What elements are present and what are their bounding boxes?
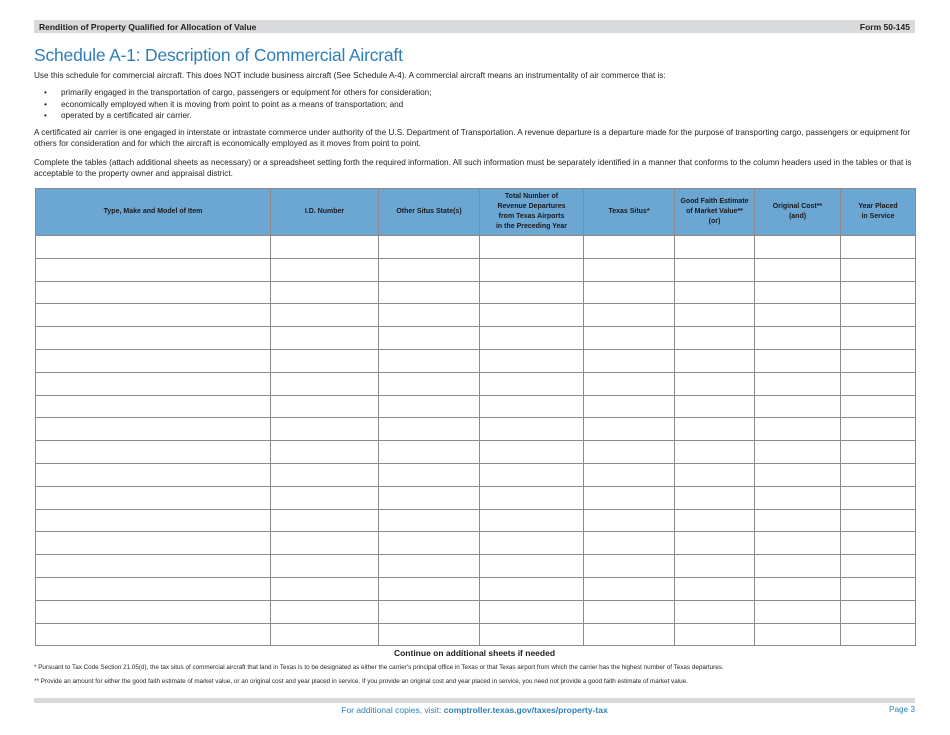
col-header-type-make-model: Type, Make and Model of Item bbox=[36, 189, 271, 236]
table-row bbox=[36, 418, 916, 441]
cell-revenue-departures[interactable] bbox=[480, 349, 584, 372]
table-row bbox=[36, 486, 916, 509]
cell-revenue-departures[interactable] bbox=[480, 281, 584, 304]
cell-year-placed[interactable] bbox=[841, 532, 916, 555]
footer-prefix: For additional copies, visit: bbox=[341, 705, 444, 715]
cell-market-value[interactable] bbox=[675, 418, 755, 441]
cell-original-cost[interactable] bbox=[755, 304, 841, 327]
cell-original-cost[interactable] bbox=[755, 509, 841, 532]
cell-market-value[interactable] bbox=[675, 395, 755, 418]
cell-type-make-model[interactable] bbox=[36, 555, 271, 578]
cell-id-number[interactable] bbox=[271, 486, 379, 509]
cell-original-cost[interactable] bbox=[755, 577, 841, 600]
cell-revenue-departures[interactable] bbox=[480, 555, 584, 578]
cell-texas-situs[interactable] bbox=[584, 509, 675, 532]
col-header-revenue-departures: Total Number of Revenue Departures from Texas Airports in the Preceding Year bbox=[480, 189, 584, 236]
table-row bbox=[36, 623, 916, 646]
col-header-year-placed: Year Placed in Service bbox=[841, 189, 916, 236]
cell-market-value[interactable] bbox=[675, 486, 755, 509]
cell-id-number[interactable] bbox=[271, 372, 379, 395]
cell-market-value[interactable] bbox=[675, 327, 755, 350]
table-row bbox=[36, 600, 916, 623]
cell-original-cost[interactable] bbox=[755, 463, 841, 486]
col-header-id-number: I.D. Number bbox=[271, 189, 379, 236]
cell-texas-situs[interactable] bbox=[584, 281, 675, 304]
cell-texas-situs[interactable] bbox=[584, 327, 675, 350]
cell-texas-situs[interactable] bbox=[584, 236, 675, 259]
cell-original-cost[interactable] bbox=[755, 418, 841, 441]
form-number: Form 50-145 bbox=[859, 21, 910, 32]
cell-id-number[interactable] bbox=[271, 441, 379, 464]
cell-year-placed[interactable] bbox=[841, 441, 916, 464]
table-row bbox=[36, 463, 916, 486]
cell-id-number[interactable] bbox=[271, 327, 379, 350]
cell-market-value[interactable] bbox=[675, 304, 755, 327]
cell-other-situs-states[interactable] bbox=[379, 281, 480, 304]
cell-other-situs-states[interactable] bbox=[379, 349, 480, 372]
cell-market-value[interactable] bbox=[675, 372, 755, 395]
cell-texas-situs[interactable] bbox=[584, 258, 675, 281]
bullet-icon: • bbox=[44, 99, 47, 109]
cell-year-placed[interactable] bbox=[841, 258, 916, 281]
cell-id-number[interactable] bbox=[271, 395, 379, 418]
cell-year-placed[interactable] bbox=[841, 372, 916, 395]
cell-other-situs-states[interactable] bbox=[379, 577, 480, 600]
table-row bbox=[36, 555, 916, 578]
bullet-icon: • bbox=[44, 111, 47, 120]
cell-other-situs-states[interactable] bbox=[379, 555, 480, 578]
table-row bbox=[36, 349, 916, 372]
cell-original-cost[interactable] bbox=[755, 441, 841, 464]
cell-market-value[interactable] bbox=[675, 236, 755, 259]
col-header-texas-situs: Texas Situs* bbox=[584, 189, 675, 236]
table-row bbox=[36, 509, 916, 532]
cell-year-placed[interactable] bbox=[841, 600, 916, 623]
table-row bbox=[36, 441, 916, 464]
list-item: • primarily engaged in the transportation of cargo, passengers or equipment for others for consideration; bbox=[44, 88, 432, 97]
cell-id-number[interactable] bbox=[271, 623, 379, 646]
cell-texas-situs[interactable] bbox=[584, 463, 675, 486]
cell-year-placed[interactable] bbox=[841, 577, 916, 600]
cell-id-number[interactable] bbox=[271, 463, 379, 486]
cell-texas-situs[interactable] bbox=[584, 349, 675, 372]
bullet-icon: • bbox=[44, 88, 47, 97]
cell-other-situs-states[interactable] bbox=[379, 463, 480, 486]
footer-copies-note bbox=[34, 705, 915, 715]
cell-texas-situs[interactable] bbox=[584, 600, 675, 623]
cell-year-placed[interactable] bbox=[841, 327, 916, 350]
cell-other-situs-states[interactable] bbox=[379, 236, 480, 259]
cell-id-number[interactable] bbox=[271, 418, 379, 441]
cell-year-placed[interactable] bbox=[841, 395, 916, 418]
cell-market-value[interactable] bbox=[675, 532, 755, 555]
cell-revenue-departures[interactable] bbox=[480, 509, 584, 532]
cell-year-placed[interactable] bbox=[841, 281, 916, 304]
cell-revenue-departures[interactable] bbox=[480, 463, 584, 486]
cell-texas-situs[interactable] bbox=[584, 486, 675, 509]
form-header-bar bbox=[34, 20, 915, 33]
cell-type-make-model[interactable] bbox=[36, 486, 271, 509]
list-item: • operated by a certificated air carrier. bbox=[44, 111, 192, 120]
cell-other-situs-states[interactable] bbox=[379, 372, 480, 395]
cell-revenue-departures[interactable] bbox=[480, 327, 584, 350]
table-header-row bbox=[36, 189, 916, 236]
cell-other-situs-states[interactable] bbox=[379, 327, 480, 350]
cell-type-make-model[interactable] bbox=[36, 509, 271, 532]
cell-market-value[interactable] bbox=[675, 577, 755, 600]
table-row bbox=[36, 532, 916, 555]
cell-other-situs-states[interactable] bbox=[379, 441, 480, 464]
table-row bbox=[36, 327, 916, 350]
cell-original-cost[interactable] bbox=[755, 281, 841, 304]
list-item: • economically employed when it is moving from point to point as a means of transportation; and bbox=[44, 99, 404, 109]
cell-market-value[interactable] bbox=[675, 600, 755, 623]
cell-type-make-model[interactable] bbox=[36, 372, 271, 395]
cell-original-cost[interactable] bbox=[755, 258, 841, 281]
cell-year-placed[interactable] bbox=[841, 349, 916, 372]
cell-market-value[interactable] bbox=[675, 509, 755, 532]
table-row bbox=[36, 304, 916, 327]
table-row bbox=[36, 236, 916, 259]
cell-type-make-model[interactable] bbox=[36, 327, 271, 350]
cell-other-situs-states[interactable] bbox=[379, 418, 480, 441]
cell-year-placed[interactable] bbox=[841, 555, 916, 578]
cell-market-value[interactable] bbox=[675, 258, 755, 281]
cell-type-make-model[interactable] bbox=[36, 258, 271, 281]
table-row bbox=[36, 395, 916, 418]
cell-original-cost[interactable] bbox=[755, 349, 841, 372]
cell-market-value[interactable] bbox=[675, 463, 755, 486]
cell-other-situs-states[interactable] bbox=[379, 304, 480, 327]
cell-original-cost[interactable] bbox=[755, 486, 841, 509]
table-row bbox=[36, 258, 916, 281]
cell-original-cost[interactable] bbox=[755, 532, 841, 555]
cell-revenue-departures[interactable] bbox=[480, 258, 584, 281]
cell-market-value[interactable] bbox=[675, 555, 755, 578]
cell-original-cost[interactable] bbox=[755, 327, 841, 350]
cell-type-make-model[interactable] bbox=[36, 395, 271, 418]
cell-market-value[interactable] bbox=[675, 349, 755, 372]
cell-type-make-model[interactable] bbox=[36, 623, 271, 646]
cell-id-number[interactable] bbox=[271, 349, 379, 372]
cell-original-cost[interactable] bbox=[755, 372, 841, 395]
cell-texas-situs[interactable] bbox=[584, 577, 675, 600]
cell-revenue-departures[interactable] bbox=[480, 418, 584, 441]
cell-revenue-departures[interactable] bbox=[480, 236, 584, 259]
cell-revenue-departures[interactable] bbox=[480, 372, 584, 395]
cell-year-placed[interactable] bbox=[841, 236, 916, 259]
cell-market-value[interactable] bbox=[675, 441, 755, 464]
cell-id-number[interactable] bbox=[271, 304, 379, 327]
table-row bbox=[36, 577, 916, 600]
cell-revenue-departures[interactable] bbox=[480, 304, 584, 327]
table-body bbox=[36, 236, 916, 646]
cell-original-cost[interactable] bbox=[755, 600, 841, 623]
cell-other-situs-states[interactable] bbox=[379, 258, 480, 281]
cell-texas-situs[interactable] bbox=[584, 304, 675, 327]
cell-type-make-model[interactable] bbox=[36, 304, 271, 327]
cell-type-make-model[interactable] bbox=[36, 281, 271, 304]
cell-type-make-model[interactable] bbox=[36, 463, 271, 486]
cell-texas-situs[interactable] bbox=[584, 441, 675, 464]
continue-note: Continue on additional sheets if needed bbox=[393, 648, 556, 658]
cell-id-number[interactable] bbox=[271, 600, 379, 623]
criteria-list bbox=[34, 87, 431, 122]
cell-type-make-model[interactable] bbox=[36, 236, 271, 259]
cell-type-make-model[interactable] bbox=[36, 600, 271, 623]
cell-revenue-departures[interactable] bbox=[480, 623, 584, 646]
cell-texas-situs[interactable] bbox=[584, 532, 675, 555]
cell-texas-situs[interactable] bbox=[584, 372, 675, 395]
cell-other-situs-states[interactable] bbox=[379, 486, 480, 509]
cell-type-make-model[interactable] bbox=[36, 577, 271, 600]
cell-id-number[interactable] bbox=[271, 281, 379, 304]
cell-revenue-departures[interactable] bbox=[480, 532, 584, 555]
cell-revenue-departures[interactable] bbox=[480, 441, 584, 464]
form-name: Rendition of Property Qualified for Allocation of Value bbox=[39, 21, 257, 32]
cell-year-placed[interactable] bbox=[841, 463, 916, 486]
intro-paragraph: Use this schedule for commercial aircraft. This does NOT include business aircraft (See Schedule A-4). A commercial aircraft means an instrumentality of air commerce that is: bbox=[34, 71, 666, 80]
cell-texas-situs[interactable] bbox=[584, 395, 675, 418]
cell-market-value[interactable] bbox=[675, 623, 755, 646]
cell-type-make-model[interactable] bbox=[36, 441, 271, 464]
cell-texas-situs[interactable] bbox=[584, 555, 675, 578]
footnote-market-value: ** Provide an amount for either the good faith estimate of market value, or an original cost and year placed in service. If you provide an original cost and year placed in service, you need not provide a good faith estimate of market value. bbox=[34, 678, 688, 685]
cell-other-situs-states[interactable] bbox=[379, 600, 480, 623]
col-header-other-situs-states: Other Situs State(s) bbox=[379, 189, 480, 236]
col-header-market-value: Good Faith Estimate of Market Value** (or) bbox=[675, 189, 755, 236]
cell-original-cost[interactable] bbox=[755, 555, 841, 578]
cell-revenue-departures[interactable] bbox=[480, 600, 584, 623]
aircraft-table bbox=[35, 188, 916, 646]
cell-original-cost[interactable] bbox=[755, 236, 841, 259]
cell-year-placed[interactable] bbox=[841, 509, 916, 532]
cell-revenue-departures[interactable] bbox=[480, 486, 584, 509]
table-row bbox=[36, 372, 916, 395]
cell-revenue-departures[interactable] bbox=[480, 395, 584, 418]
carrier-definition-paragraph: A certificated air carrier is one engaged in interstate or intrastate commerce under authority of the U.S. Department of Transportation. A revenue departure is a departure made for the purpose of transporting cargo, passengers or equipment for others for consideration and for which the aircraft is economically employed as it moves from point to point. bbox=[34, 128, 911, 148]
cell-year-placed[interactable] bbox=[841, 486, 916, 509]
cell-id-number[interactable] bbox=[271, 555, 379, 578]
cell-id-number[interactable] bbox=[271, 509, 379, 532]
cell-other-situs-states[interactable] bbox=[379, 509, 480, 532]
cell-id-number[interactable] bbox=[271, 577, 379, 600]
cell-id-number[interactable] bbox=[271, 236, 379, 259]
cell-type-make-model[interactable] bbox=[36, 418, 271, 441]
cell-year-placed[interactable] bbox=[841, 418, 916, 441]
cell-original-cost[interactable] bbox=[755, 623, 841, 646]
cell-other-situs-states[interactable] bbox=[379, 532, 480, 555]
cell-other-situs-states[interactable] bbox=[379, 395, 480, 418]
col-header-original-cost: Original Cost** (and) bbox=[755, 189, 841, 236]
cell-texas-situs[interactable] bbox=[584, 418, 675, 441]
cell-other-situs-states[interactable] bbox=[379, 623, 480, 646]
page-number: Page 3 bbox=[889, 705, 915, 714]
cell-year-placed[interactable] bbox=[841, 304, 916, 327]
instructions-paragraph: Complete the tables (attach additional sheets as necessary) or a spreadsheet setting forth the required information. All such information must be separately identified in a manner that conforms to the column headers used in the tables or that is acceptable to the property owner and appraisal district. bbox=[34, 158, 912, 178]
cell-market-value[interactable] bbox=[675, 281, 755, 304]
cell-type-make-model[interactable] bbox=[36, 349, 271, 372]
table-row bbox=[36, 281, 916, 304]
comptroller-link[interactable]: comptroller.texas.gov/taxes/property-tax bbox=[443, 705, 608, 715]
cell-type-make-model[interactable] bbox=[36, 532, 271, 555]
cell-year-placed[interactable] bbox=[841, 623, 916, 646]
footnote-texas-situs: * Pursuant to Tax Code Section 21.05(d), the tax situs of commercial aircraft that land in Texas is to be designated as either the carrier's principal office in Texas or that Texas airport from which the carrier has the highest number of Texas departures. bbox=[34, 664, 724, 671]
footer-bar bbox=[34, 698, 915, 703]
cell-id-number[interactable] bbox=[271, 532, 379, 555]
cell-texas-situs[interactable] bbox=[584, 623, 675, 646]
page-title: Schedule A-1: Description of Commercial Aircraft bbox=[34, 45, 403, 65]
cell-id-number[interactable] bbox=[271, 258, 379, 281]
cell-revenue-departures[interactable] bbox=[480, 577, 584, 600]
cell-original-cost[interactable] bbox=[755, 395, 841, 418]
